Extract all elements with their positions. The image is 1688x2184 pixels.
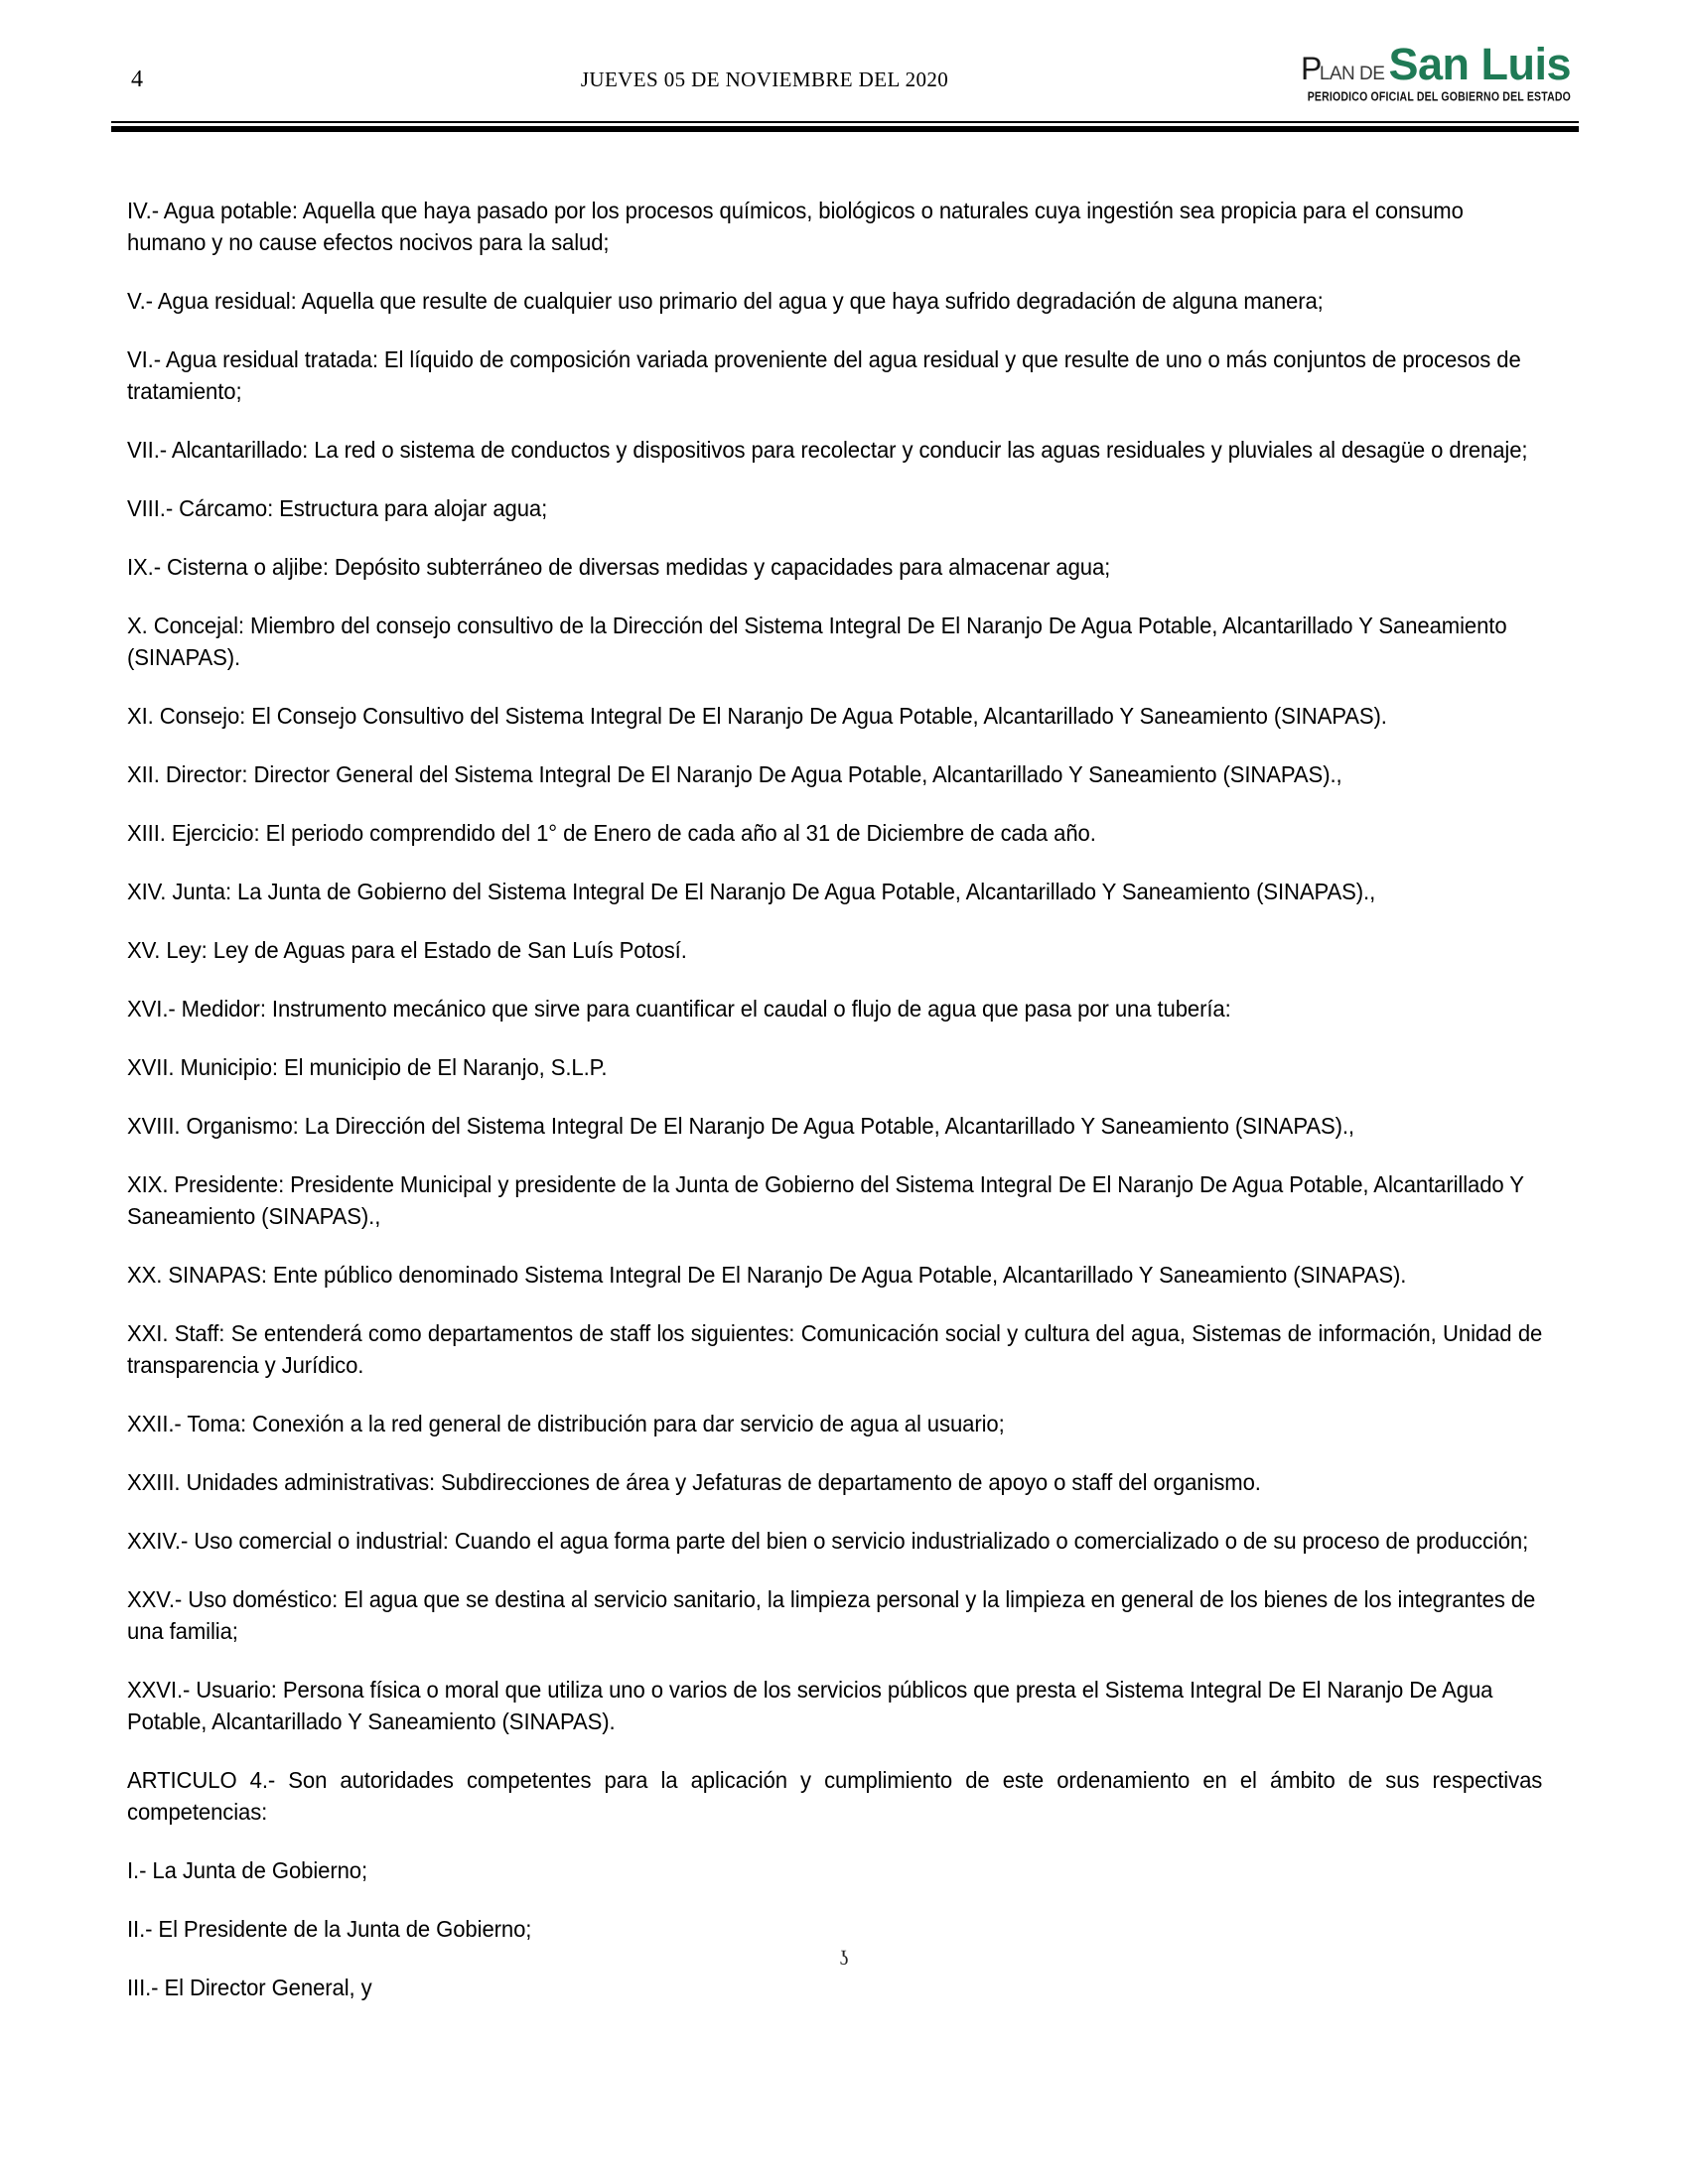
paragraph-def-viii: VIII.- Cárcamo: Estructura para alojar agua; [127, 495, 548, 521]
footer-mark: ʖ [839, 1948, 849, 1970]
masthead-lan-de: LAN DE [1319, 64, 1385, 84]
paragraph-def-xix: XIX. Presidente: Presidente Municipal y presidente de la Junta de Gobierno del Sistema Integral De El Naranjo De Agua Potable, Alcantarillado Y Saneamiento (SINAPAS)., [127, 1171, 1524, 1229]
paragraph-def-xx: XX. SINAPAS: Ente público denominado Sistema Integral De El Naranjo De Agua Potable, Alcantarillado Y Saneamiento (SINAPAS). [127, 1262, 1407, 1288]
paragraph-def-xi: XI. Consejo: El Consejo Consultivo del Sistema Integral De El Naranjo De Agua Potable, Alcantarillado Y Saneamiento (SINAPAS). [127, 703, 1387, 729]
paragraph-def-xxiv: XXIV.- Uso comercial o industrial: Cuando el agua forma parte del bien o servicio industrializado o comercializado o de su proceso de producción; [127, 1528, 1529, 1554]
paragraph-def-xii: XII. Director: Director General del Sistema Integral De El Naranjo De Agua Potable, Alcantarillado Y Saneamiento (SINAPAS)., [127, 761, 1342, 787]
paragraph-def-xxii: XXII.- Toma: Conexión a la red general de distribución para dar servicio de agua al usuario; [127, 1411, 1005, 1436]
header-divider [111, 121, 1579, 132]
paragraph-def-xvii: XVII. Municipio: El municipio de El Naranjo, S.L.P. [127, 1054, 608, 1080]
paragraph-def-xxiii: XXIII. Unidades administrativas: Subdirecciones de área y Jefaturas de departamento de apoyo o staff del organismo. [127, 1469, 1261, 1495]
masthead-wordmark [1104, 39, 1571, 89]
paragraph-def-x: X. Concejal: Miembro del consejo consultivo de la Dirección del Sistema Integral De El Naranjo De Agua Potable, Alcantarillado Y Saneamiento (SINAPAS). [127, 613, 1507, 670]
paragraph-auth-i: I.- La Junta de Gobierno; [127, 1857, 368, 1883]
paragraph-def-xviii: XVIII. Organismo: La Dirección del Sistema Integral De El Naranjo De Agua Potable, Alcantarillado Y Saneamiento (SINAPAS)., [127, 1113, 1354, 1139]
page-header [0, 0, 1688, 119]
header-date: JUEVES 05 DE NOVIEMBRE DEL 2020 [580, 68, 949, 91]
masthead-san-luis: San Luis [1388, 39, 1571, 89]
paragraph-auth-ii: II.- El Presidente de la Junta de Gobierno; [127, 1916, 532, 1942]
masthead-plan-initial: P [1300, 51, 1322, 86]
paragraph-def-iv: IV.- Agua potable: Aquella que haya pasado por los procesos químicos, biológicos o naturales cuya ingestión sea propicia para el consumo humano y no cause efectos nocivos para la salud; [127, 198, 1464, 255]
page-number: 4 [131, 67, 143, 92]
paragraph-def-vii: VII.- Alcantarillado: La red o sistema de conductos y dispositivos para recolectar y conducir las aguas residuales y pluviales al desagüe o drenaje; [127, 437, 1528, 463]
paragraph-def-vi: VI.- Agua residual tratada: El líquido de composición variada proveniente del agua residual y que resulte de uno o más conjuntos de procesos de tratamiento; [127, 346, 1521, 404]
paragraph-def-ix: IX.- Cisterna o aljibe: Depósito subterráneo de diversas medidas y capacidades para almacenar agua; [127, 554, 1111, 580]
paragraph-def-xxv: XXV.- Uso doméstico: El agua que se destina al servicio sanitario, la limpieza personal y la limpieza en general de los bienes de los integrantes de una familia; [127, 1586, 1536, 1644]
paragraph-def-xvi: XVI.- Medidor: Instrumento mecánico que sirve para cuantificar el caudal o flujo de agua que pasa por una tubería: [127, 996, 1231, 1022]
header-divider-thick-line [111, 126, 1579, 132]
masthead-logo [1104, 39, 1571, 107]
paragraph-def-v: V.- Agua residual: Aquella que resulte de cualquier uso primario del agua y que haya sufrido degradación de alguna manera; [127, 288, 1324, 314]
masthead-subtitle: PERIODICO OFICIAL DEL GOBIERNO DEL ESTADO [1307, 89, 1571, 104]
paragraph-def-xxi: XXI. Staff: Se entenderá como departamentos de staff los siguientes: Comunicación social y cultura del agua, Sistemas de información, Unidad de transparencia y Jurídico. [127, 1320, 1543, 1378]
document-body [127, 195, 1542, 2003]
paragraph-def-xiii: XIII. Ejercicio: El periodo comprendido del 1° de Enero de cada año al 31 de Diciembre de cada año. [127, 820, 1096, 846]
paragraph-def-xv: XV. Ley: Ley de Aguas para el Estado de San Luís Potosí. [127, 937, 687, 963]
paragraph-def-xxvi: XXVI.- Usuario: Persona física o moral que utiliza uno o varios de los servicios públicos que presta el Sistema Integral De El Naranjo De Agua Potable, Alcantarillado Y Saneamiento (SINAPAS). [127, 1677, 1493, 1734]
paragraph-auth-iii: III.- El Director General, y [127, 1975, 372, 2000]
paragraph-articulo-4: ARTICULO 4.- Son autoridades competentes para la aplicación y cumplimiento de este ordenamiento en el ámbito de sus respectivas competencias: [127, 1767, 1543, 1825]
paragraph-def-xiv: XIV. Junta: La Junta de Gobierno del Sistema Integral De El Naranjo De Agua Potable, Alcantarillado Y Saneamiento (SINAPAS)., [127, 879, 1376, 904]
